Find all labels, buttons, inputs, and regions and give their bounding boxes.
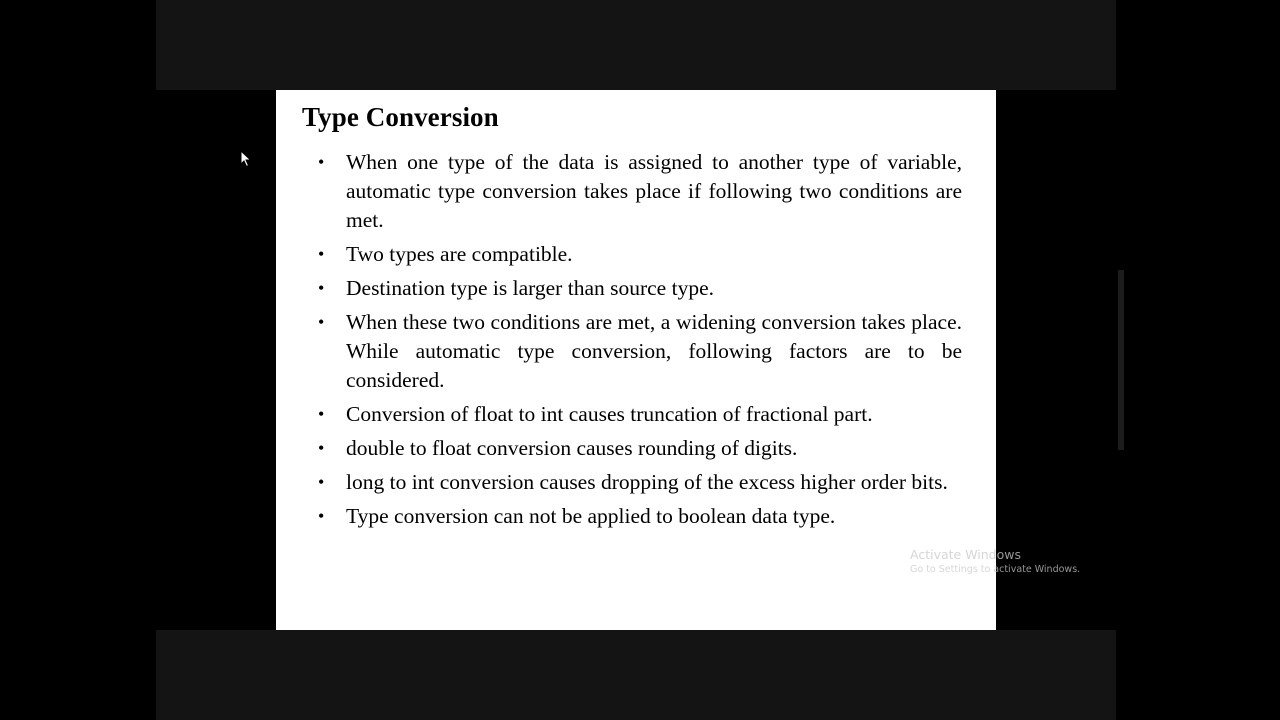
activate-windows-watermark: [910, 547, 1080, 577]
bullet-text: Type conversion can not be applied to boolean data type.: [346, 504, 836, 528]
slide-title: Type Conversion: [302, 102, 499, 132]
bullet-list: [318, 148, 962, 536]
scrollbar[interactable]: [1118, 270, 1124, 450]
bullet-marker-icon: •: [318, 312, 325, 332]
bullet-text: Conversion of float to int causes truncation of fractional part.: [346, 402, 873, 426]
bullet-marker-icon: •: [318, 472, 325, 492]
bottom-letterbox-band: [156, 630, 1116, 720]
bullet-text: When these two conditions are met, a widening conversion takes place. While automatic type conversion, following factors are to be considered.: [346, 310, 962, 392]
bullet-item: [318, 274, 962, 303]
bullet-item: [318, 240, 962, 269]
bullet-item: [318, 308, 962, 395]
bullet-marker-icon: •: [318, 506, 325, 526]
bullet-marker-icon: •: [318, 278, 325, 298]
bullet-marker-icon: •: [318, 152, 325, 172]
bullet-marker-icon: •: [318, 404, 325, 424]
bullet-text: When one type of the data is assigned to another type of variable, automatic type conversion takes place if following two conditions are met.: [346, 150, 962, 232]
bullet-item: [318, 502, 962, 531]
bullet-text: Destination type is larger than source type.: [346, 276, 714, 300]
presentation-slide: [276, 90, 996, 630]
bullet-item: [318, 434, 962, 463]
bullet-item: [318, 468, 962, 497]
bullet-text: long to int conversion causes dropping of the excess higher order bits.: [346, 470, 948, 494]
bullet-text: double to float conversion causes rounding of digits.: [346, 436, 798, 460]
bullet-item: [318, 400, 962, 429]
bullet-item: [318, 148, 962, 235]
top-letterbox-band: [156, 0, 1116, 90]
bullet-text: Two types are compatible.: [346, 242, 573, 266]
bullet-marker-icon: •: [318, 438, 325, 458]
watermark-subtitle: Go to Settings to activate Windows.: [910, 564, 1081, 575]
watermark-title: Activate Windows: [910, 547, 1021, 562]
bullet-marker-icon: •: [318, 244, 325, 264]
mouse-pointer-icon: [240, 150, 252, 168]
